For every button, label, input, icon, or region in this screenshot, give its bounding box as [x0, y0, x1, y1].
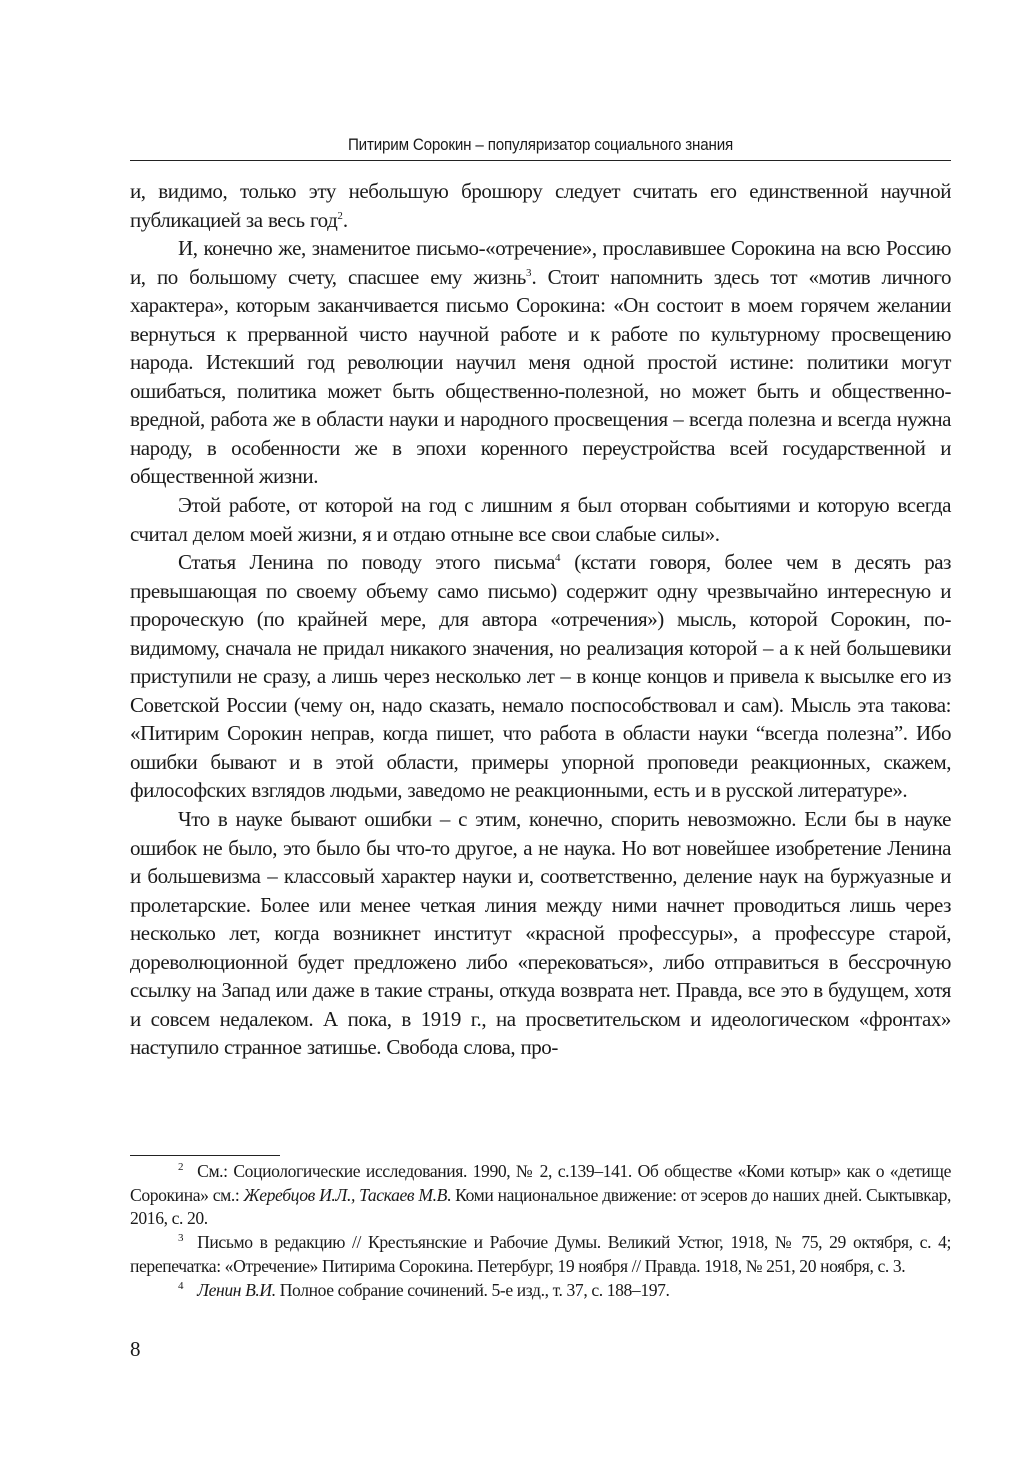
paragraph: И, конечно же, знаменитое письмо-«отречение», прославившее Сорокина на всю Россию и, по большому счету, спасшее ему жизнь$^3$. Стоит напомнить здесь тот «мотив личного характера», которым заканчивается письмо Сорокина: «Он состоит в моем горячем желании вернуться к прерванной чисто научной работе и к работе по культурному просвещению народа. Истекший год революции научил меня одной простой истине: политики могут ошибаться, политика может быть общественно-полезной, но может быть и общественно-вредной, работа же в области науки и народного просвещения – всегда полезна и всегда нужна народу, в особенности же в эпохи коренного переустройства всей государственной и общественной жизни. [130, 236, 951, 489]
footnote-ref[interactable]: 4 [554, 552, 561, 565]
footnotes [130, 1160, 951, 1302]
footnote-separator [130, 1155, 280, 1156]
main-text [130, 177, 951, 1062]
paragraph: Статья Ленина по поводу этого письма$^4$ (кстати говоря, более чем в десять раз превышающая по своему объему само письмо) содержит одну чрезвычайно интересную и пророческую (по крайней мере, для автора «отречения») мысль, которой Сорокин, по-видимому, сначала не придал никакого значения, но реализация которой – а к ней большевики приступили не сразу, а лишь через несколько лет – в конце концов и привела к высылке его из Советской России (чему он, надо сказать, немало поспособствовал и сам). Мысль эта такова: «Питирим Сорокин неправ, когда пишет, что работа в области науки “всегда полезна”. Ибо ошибки бывают и в этой области, примеры упорной проповеди реакционных, скажем, философских взглядов людьми, заведомо не реакционными, есть и в русской литературе». [130, 550, 951, 803]
footnote-2: $^2$ См.: Социологические исследования. 1990, № 2, с.139–141. Об обществе «Коми котыр» как о «детище Сорокина» см.: Жеребцов И.Л., Таскаев М.В. Коми национальное движение: от эсеров до наших дней. Сыктывкар, 2016, с. 20. [130, 1161, 951, 1229]
paragraph: Что в науке бывают ошибки – с этим, конечно, спорить невозможно. Если бы в науке ошибок не было, это было бы что-то другое, а не наука. Но вот новейшее изобретение Ленина и большевизма – классовый характер науки и, соответственно, деление наук на буржуазные и пролетарские. Более или менее четкая линия между ними начнет проводиться лишь через несколько лет, когда возникнет институт «красной профессуры», а профессуре старой, дореволюционной будет предложено либо «перековаться», либо отправиться в бессрочную ссылку на Запад или даже в такие страны, откуда возврата нет. Правда, все это в будущем, хотя и совсем недалеком. А пока, в 1919 г., на просветительском и идеологическом «фронтах» наступило странное затишье. Свобода слова, про- [130, 807, 951, 1060]
page-number: 8 [130, 1337, 141, 1361]
footnote-3: $^3$ Письмо в редакцию // Крестьянские и Рабочие Думы. Великий Устюг, 1918, № 75, 29 октября, с. 4; перепечатка: «Отречение» Питирима Сорокина. Петербург, 19 ноября // Правда. 1918, № 251, 20 ноября, с. 3. [130, 1232, 951, 1276]
header-rule [130, 160, 951, 161]
running-header: Питирим Сорокин – популяризатор социального знания [347, 136, 734, 154]
footnote-ref[interactable]: 3 [525, 266, 532, 279]
footnote-ref[interactable]: 2 [337, 209, 343, 222]
paragraph: Этой работе, от которой на год с лишним я был оторван событиями и которую всегда считал делом моей жизни, я и отдаю отныне все свои слабые силы». [130, 493, 951, 546]
paragraph: и, видимо, только эту небольшую брошюру следует считать его единственной научной публикацией за весь год$^2$. [130, 179, 951, 232]
footnote-4: $^4$ Ленин В.И. Полное собрание сочинений. 5-е изд., т. 37, с. 188–197. [178, 1279, 670, 1300]
